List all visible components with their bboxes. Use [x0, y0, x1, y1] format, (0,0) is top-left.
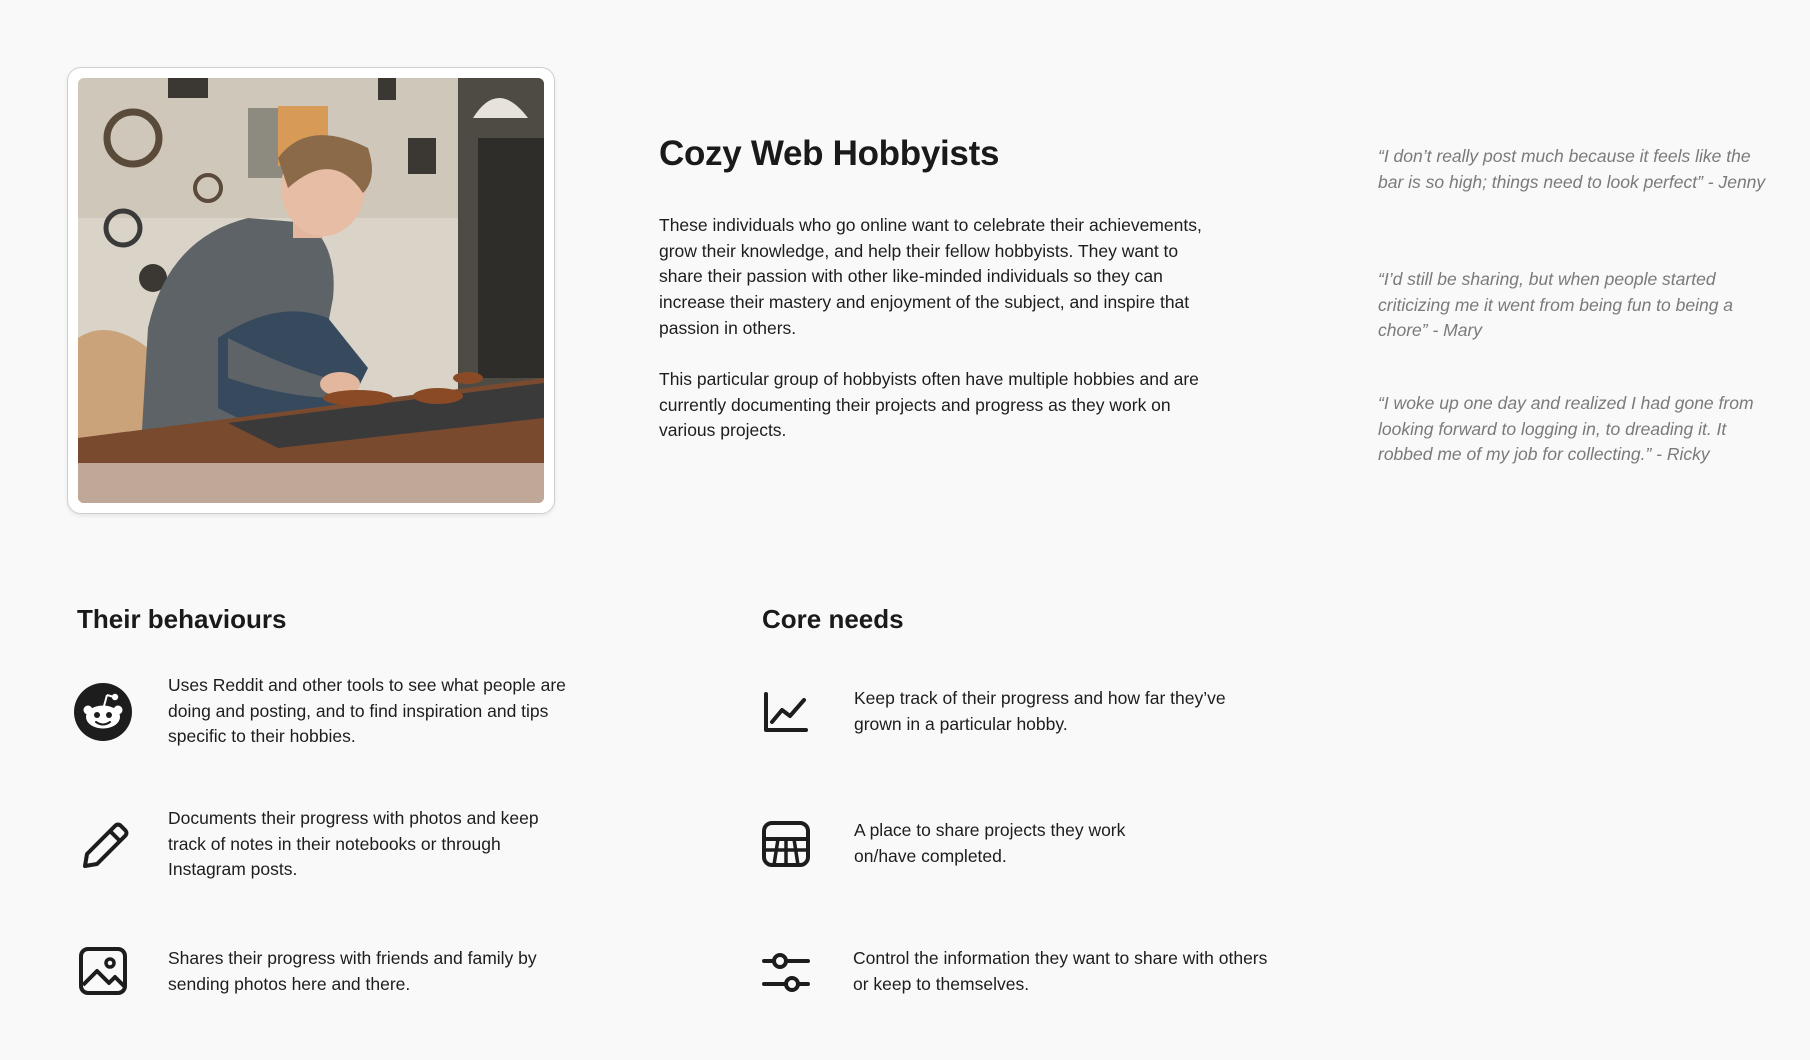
need-text: Keep track of their progress and how far they’ve grown in a particular hobby.: [854, 688, 1226, 734]
image-icon: [73, 941, 133, 1001]
need-text: A place to share projects they work on/have completed.: [854, 820, 1126, 866]
storefront-icon: [756, 814, 816, 874]
persona-quote: “I’d still be sharing, but when people started criticizing me it went from being fun to being a chore” - Mary: [1378, 269, 1734, 341]
behaviour-text: Shares their progress with friends and family by sending photos here and there.: [168, 948, 537, 994]
reddit-icon: [73, 682, 133, 742]
pencil-icon: [73, 814, 133, 874]
persona-photo: [78, 78, 544, 503]
need-text: Control the information they want to share with others or keep to themselves.: [853, 948, 1268, 994]
line-chart-icon: [756, 682, 816, 742]
behaviour-text: Uses Reddit and other tools to see what people are doing and posting, and to find inspiration and tips specific to their hobbies.: [168, 675, 566, 747]
core-needs-heading: Core needs: [762, 604, 904, 634]
sliders-icon: [756, 941, 816, 1001]
persona-quote: “I woke up one day and realized I had gone from looking forward to logging in, to dreading it. It robbed me of my job for collecting.” - Ricky: [1378, 393, 1754, 465]
behaviour-text: Documents their progress with photos and keep track of notes in their notebooks or through Instagram posts.: [168, 808, 539, 880]
persona-description-secondary: This particular group of hobbyists often have multiple hobbies and are currently documenting their projects and progress as they work on various projects.: [659, 369, 1199, 441]
persona-quote: “I don’t really post much because it feels like the bar is so high; things need to look perfect” - Jenny: [1378, 146, 1766, 192]
persona-description: These individuals who go online want to celebrate their achievements, grow their knowledge, and help their fellow hobbyists. They want to share their passion with other like-minded individuals so they can increase their mastery and enjoyment of the subject, and inspire that passion in others.: [659, 215, 1202, 338]
behaviours-heading: Their behaviours: [77, 604, 287, 634]
persona-photo-card: [67, 67, 555, 514]
persona-title: Cozy Web Hobbyists: [659, 134, 1000, 173]
